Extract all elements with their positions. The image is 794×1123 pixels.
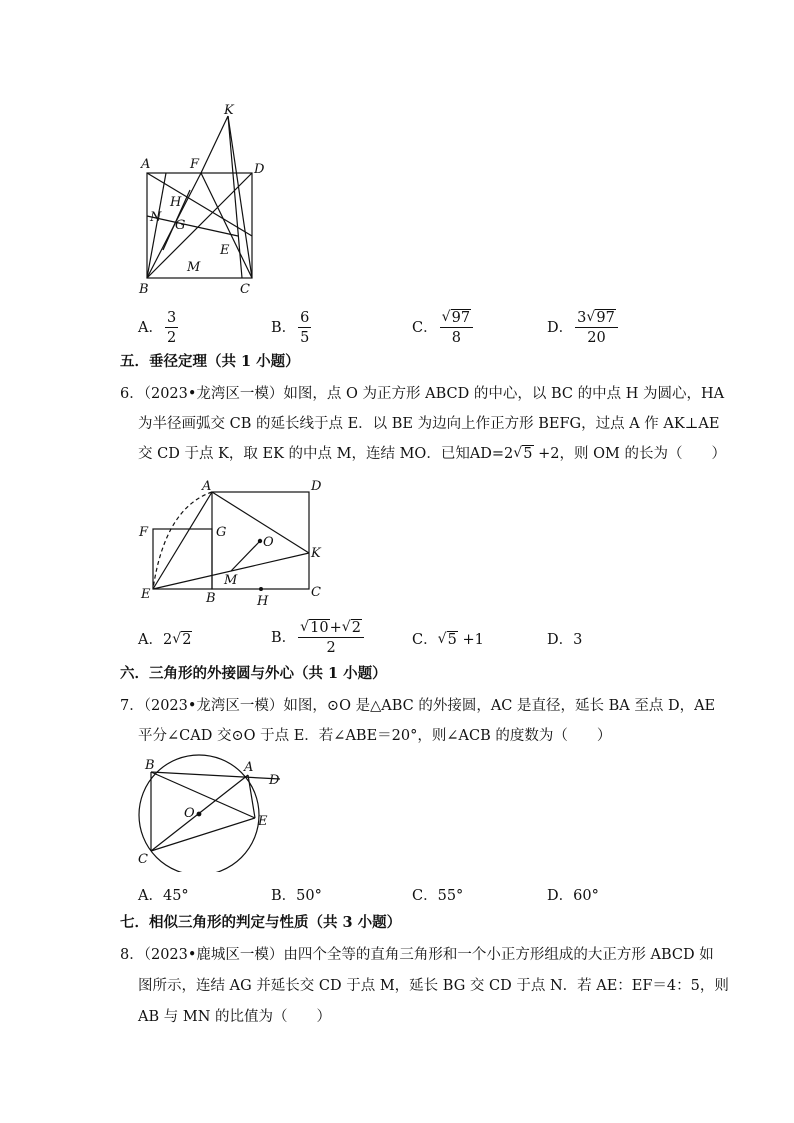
q6-option-b[interactable]: B． √ $\frac{10+√ 2}{2}$ (271, 620, 366, 656)
q7-line-1: 7．（2023•龙湾区一模）如图，⊙O 是△ABC 的外接圆，AC 是直径，延长 BA 至点 D，AE (120, 698, 716, 714)
section-6-title: 六．三角形的外接圆与外心（共 1 小题） (120, 665, 387, 682)
fig3-label-e: E (258, 814, 268, 829)
fig2-label-e: E (141, 587, 151, 602)
q6-line-3: 交 CD 于点 K，取 EK 的中点 M，连结 MO．已知AD=2√ 5 +2，则 OM 的长为（ ） (138, 447, 726, 462)
figure-square-abcd-arc (130, 478, 330, 608)
fig2-label-d: D (311, 479, 322, 494)
fig1-label-b: B (139, 282, 149, 297)
q5-option-a[interactable]: A． $\frac{3}{2}$ (138, 310, 177, 346)
fig2-label-g: G (216, 525, 227, 540)
fig2-label-k: K (311, 546, 321, 561)
fig3-label-b: B (145, 758, 155, 773)
fig1-label-n: N (150, 210, 162, 225)
q7-option-a[interactable]: A．45° (138, 888, 189, 904)
q5-option-c[interactable]: C． √ $\frac{97}{8}$ (412, 310, 475, 346)
q5-option-d[interactable]: D． $\frac{3√ 97}{20}$ (547, 310, 620, 346)
fig3-label-o: O (184, 806, 195, 821)
section-7-title: 七．相似三角形的判定与性质（共 3 小题） (120, 914, 402, 931)
fig3-label-a: A (244, 760, 254, 775)
q6-line-1: 6．（2023•龙湾区一模）如图，点 O 为正方形 ABCD 的中心，以 BC 的中点 H 为圆心，HA (120, 386, 725, 402)
q6-option-d[interactable]: D．3 (547, 632, 583, 648)
q7-option-d[interactable]: D．60° (547, 888, 599, 904)
fig1-label-g: G (175, 218, 186, 233)
fig1-label-f: F (190, 157, 200, 172)
fig2-label-b: B (206, 591, 216, 606)
fig1-label-m: M (187, 260, 201, 275)
section-5-title: 五．垂径定理（共 1 小题） (120, 353, 300, 370)
q6-option-c[interactable]: C．√ 5 +1 (412, 628, 484, 649)
fig1-label-e: E (220, 243, 230, 258)
q7-option-b[interactable]: B．50° (271, 888, 322, 904)
q7-option-c[interactable]: C．55° (412, 888, 464, 904)
fig2-label-c: C (311, 585, 321, 600)
fig3-label-d: D (269, 773, 280, 788)
fig2-label-a: A (202, 479, 212, 494)
q8-line-2: 图所示，连结 AG 并延长交 CD 于点 M，延长 BG 交 CD 于点 N．若 AE：EF＝4：5，则 (138, 978, 729, 994)
q6-line-2: 为半径画弧交 CB 的延长线于点 E．以 BE 为边向上作正方形 BEFG，过点 A 作 AK⊥AE (138, 416, 720, 432)
fig2-label-m: M (224, 573, 238, 588)
fig1-label-c: C (240, 282, 250, 297)
figure-circumcircle (130, 752, 290, 872)
fig1-label-d: D (254, 162, 265, 177)
q8-line-1: 8．（2023•鹿城区一模）由四个全等的直角三角形和一个小正方形组成的大正方形 ABCD 如 (120, 947, 714, 963)
fig1-label-a: A (141, 157, 151, 172)
q5-option-b[interactable]: B． $\frac{6}{5}$ (271, 310, 310, 346)
q6-option-a[interactable]: A．2√ 2 (138, 628, 192, 649)
fig2-label-h: H (257, 594, 269, 608)
fig1-label-k: K (224, 103, 234, 118)
q7-line-2: 平分∠CAD 交⊙O 于点 E．若∠ABE＝20°，则∠ACB 的度数为（ ） (138, 728, 612, 744)
fig3-label-c: C (138, 852, 148, 867)
q8-line-3: AB 与 MN 的比值为（ ） (138, 1009, 331, 1025)
figure-square-abcd-k (130, 100, 280, 300)
fig1-label-h: H (170, 195, 182, 210)
fig2-label-o: O (263, 535, 274, 550)
fig2-label-f: F (139, 525, 149, 540)
